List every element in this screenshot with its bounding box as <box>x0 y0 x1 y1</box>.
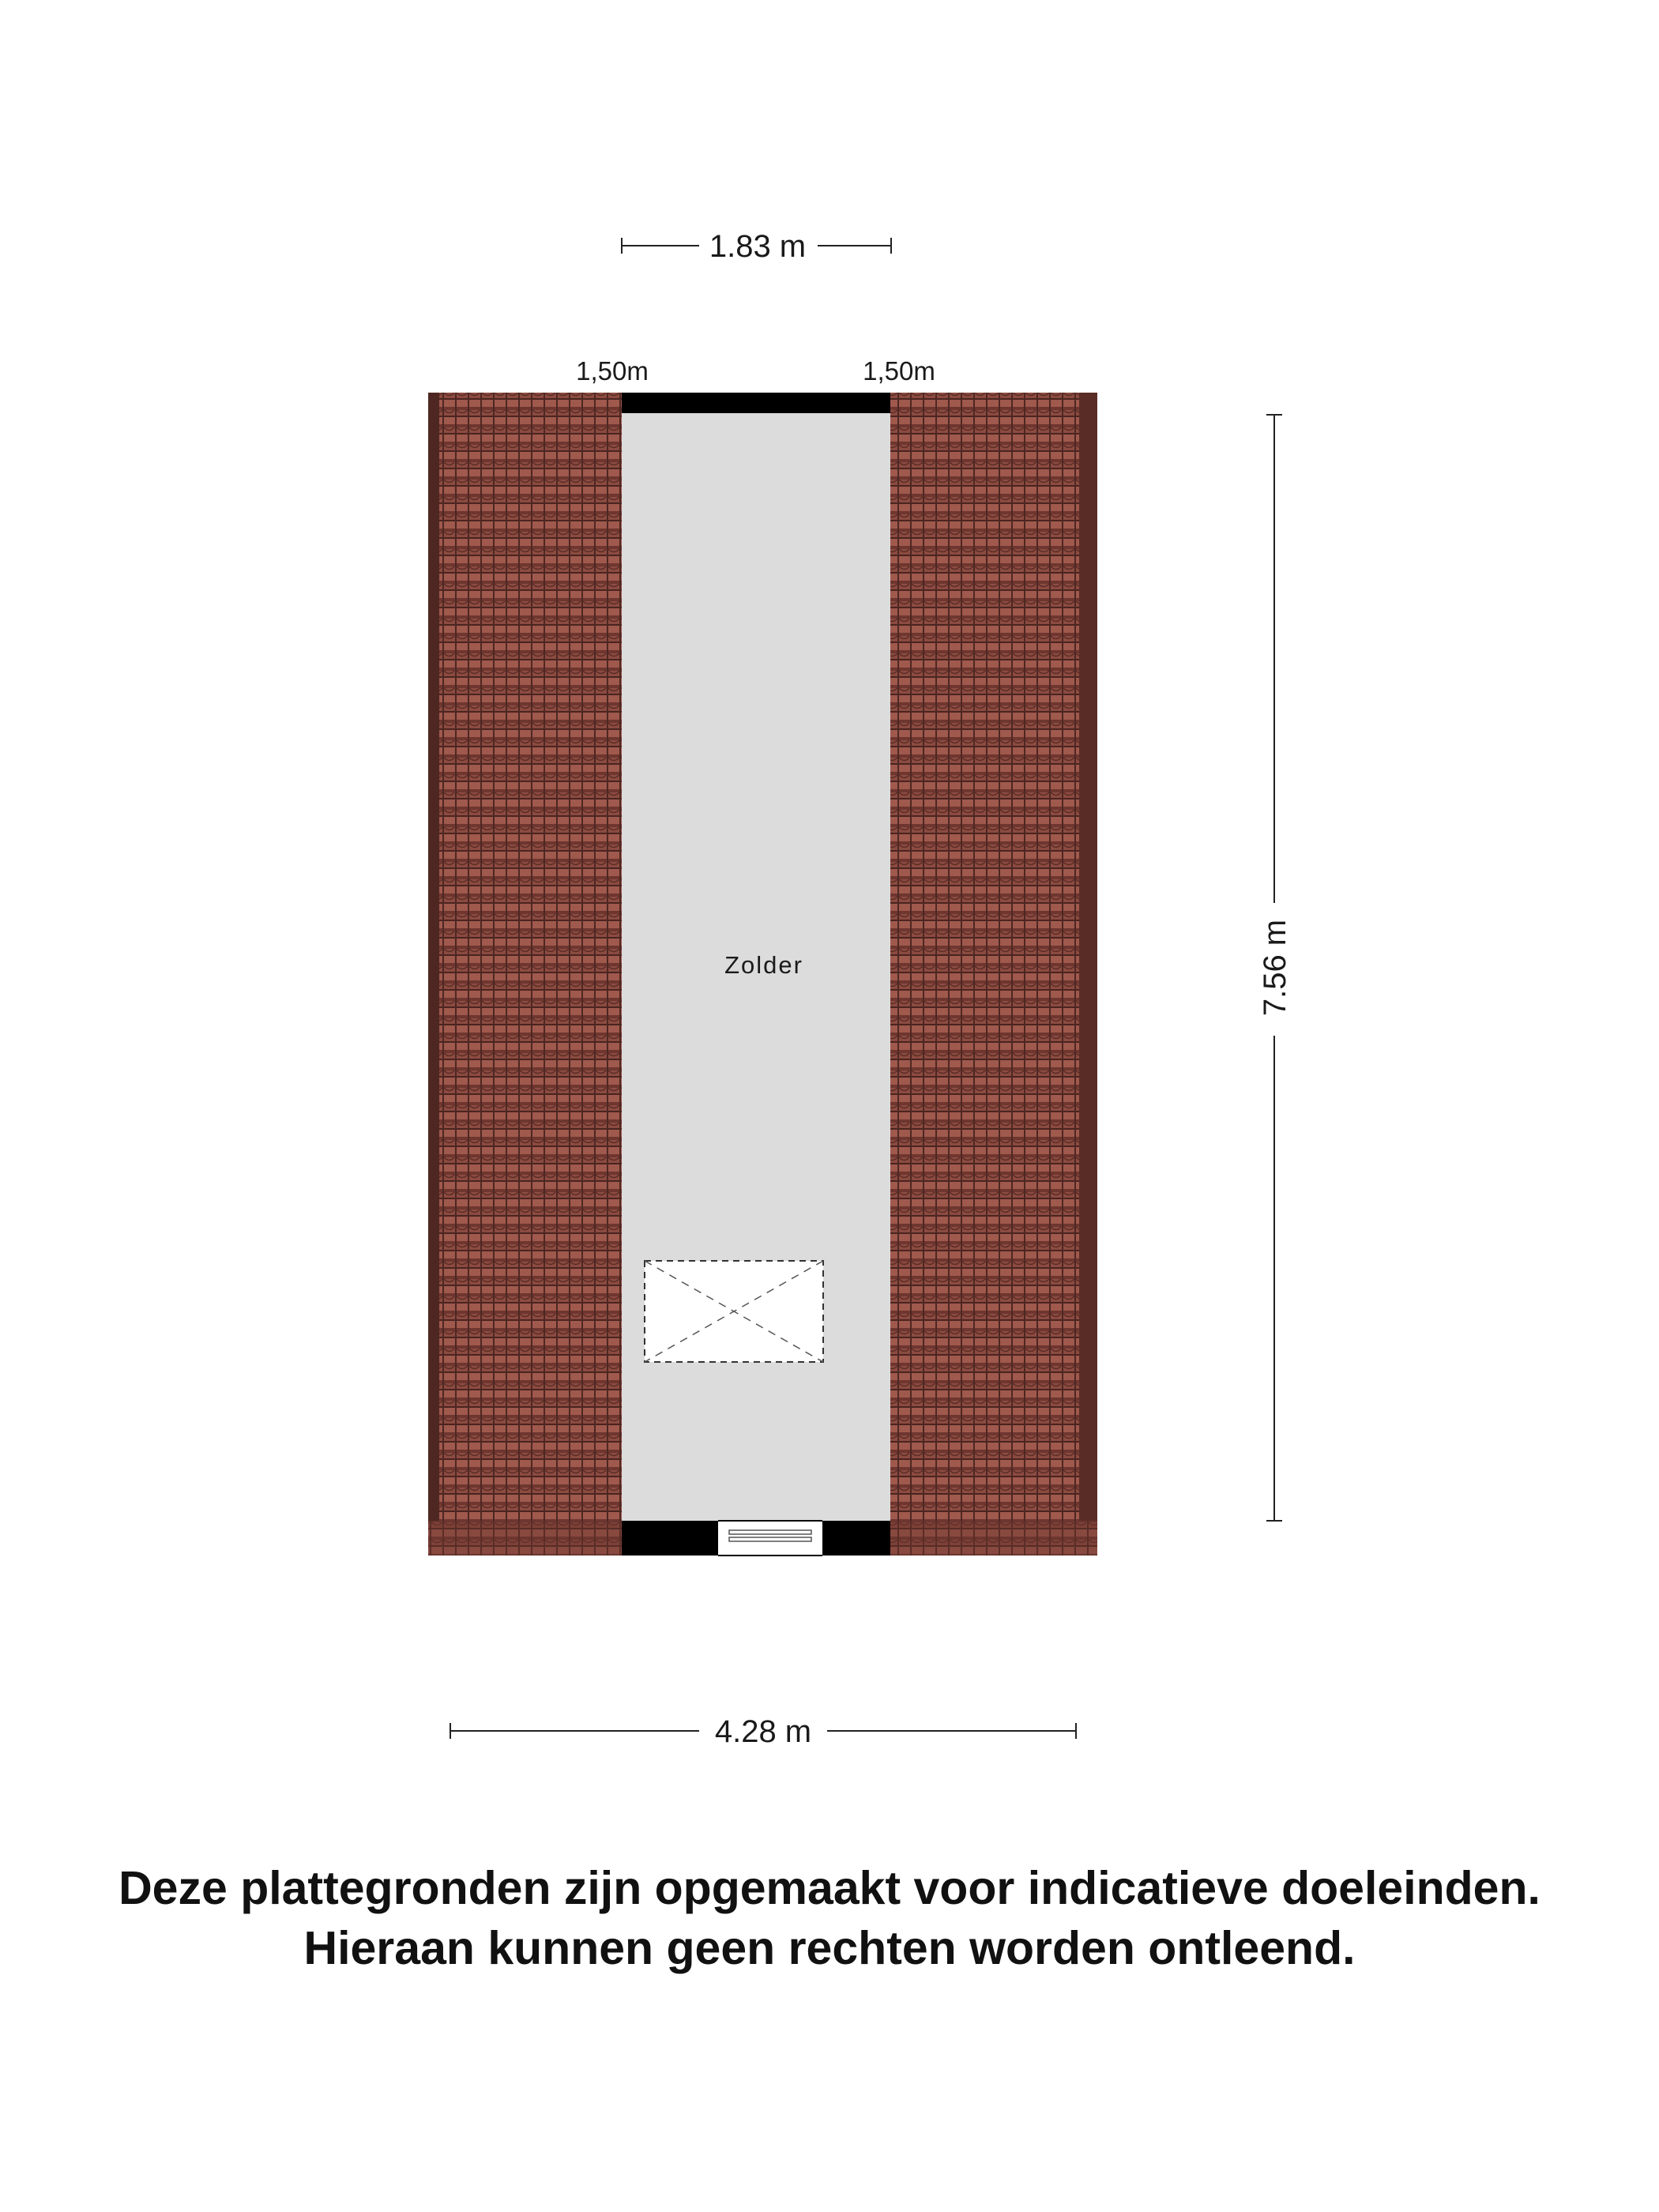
wall-bottom-right <box>822 1521 890 1556</box>
dimension-bottom-width-label: 4.28 m <box>714 1714 812 1749</box>
window-icon <box>718 1521 822 1556</box>
roof-slope-left <box>428 393 622 1556</box>
skylight-icon <box>645 1261 823 1362</box>
dimension-depth-label: 7.56 m <box>1258 919 1292 1017</box>
disclaimer-line-2: Hieraan kunnen geen rechten worden ontleend. <box>303 1922 1356 1974</box>
room-label: Zolder <box>724 951 803 979</box>
dimension-depth <box>1258 415 1292 1521</box>
ceiling-height-right: 1,50m <box>863 356 935 386</box>
roof-slope-right <box>890 393 1097 1556</box>
disclaimer <box>0 1858 1659 1978</box>
disclaimer-line-1: Deze plattegronden zijn opgemaakt voor indicatieve doeleinden. <box>118 1862 1540 1914</box>
dimension-top-width-label: 1.83 m <box>709 229 807 264</box>
dimension-top-width <box>622 229 891 264</box>
wall-bottom-left <box>622 1521 718 1556</box>
ceiling-height-left: 1,50m <box>576 356 649 386</box>
wall-top <box>622 393 890 413</box>
dimension-bottom-width <box>450 1714 1076 1749</box>
